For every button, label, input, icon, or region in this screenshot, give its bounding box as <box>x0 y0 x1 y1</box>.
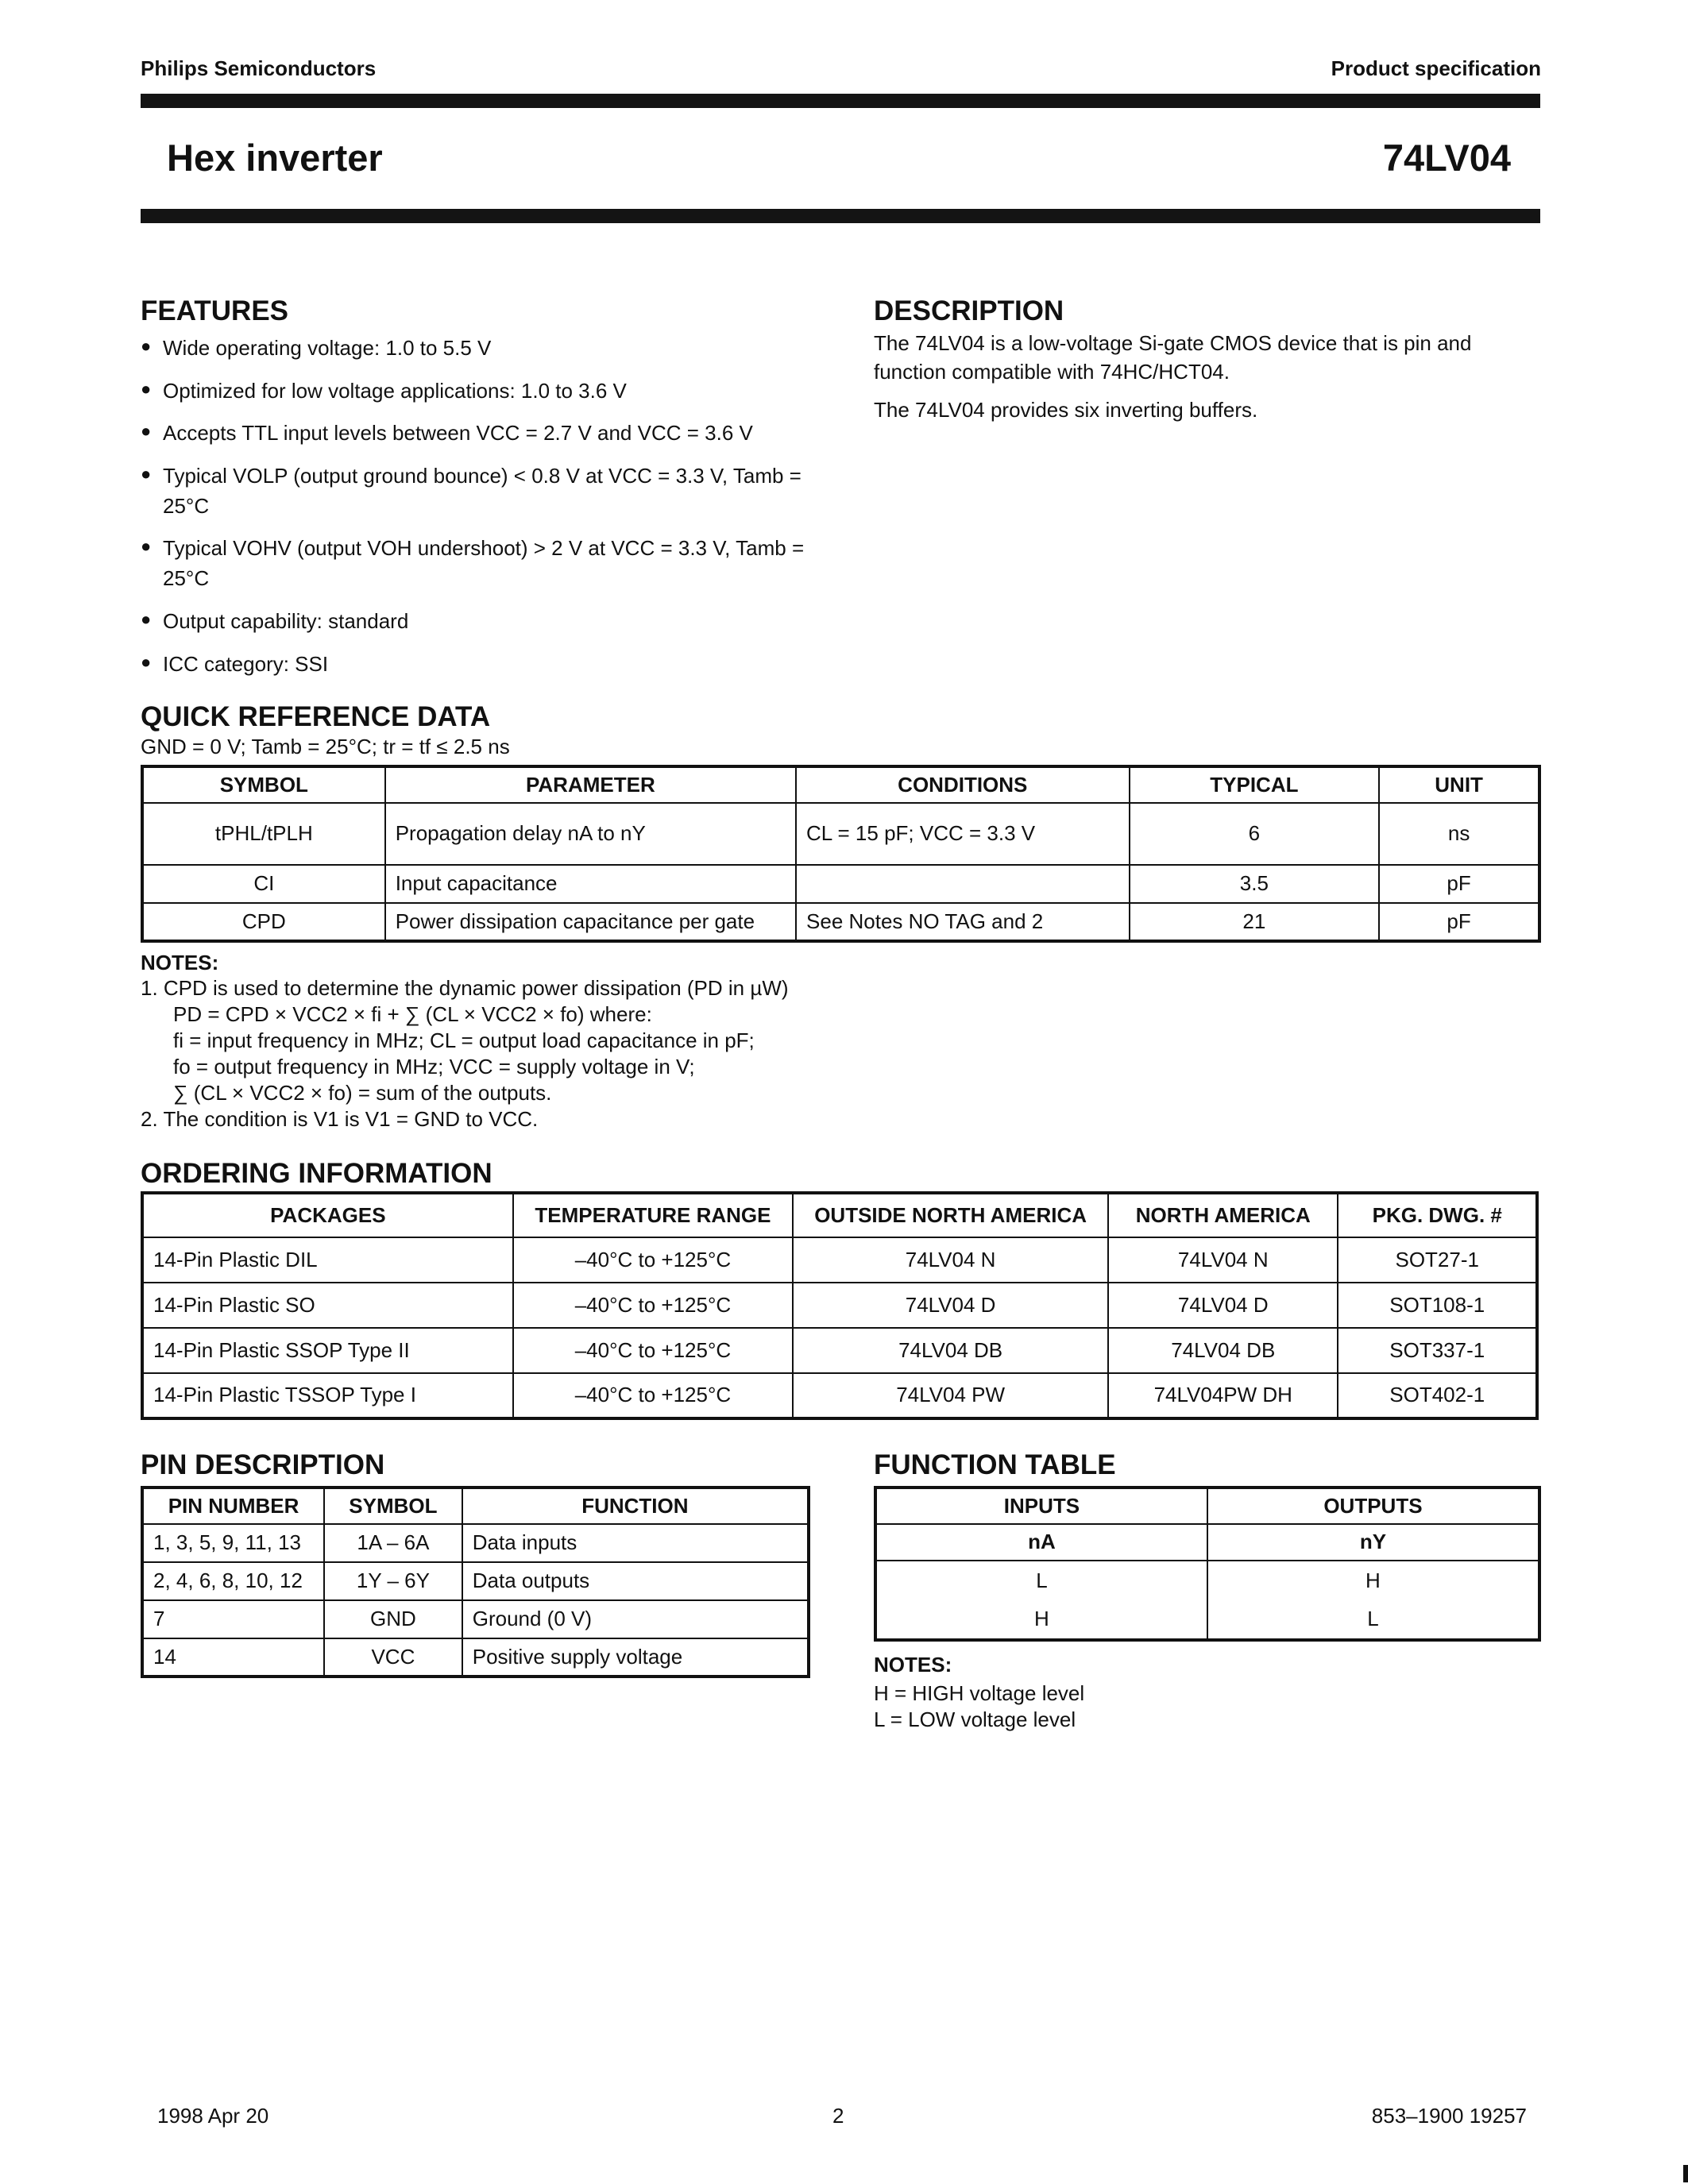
function-cell: Positive supply voltage <box>462 1638 809 1677</box>
symbol-cell: GND <box>324 1600 462 1638</box>
pin-number-cell: 1, 3, 5, 9, 11, 13 <box>142 1524 324 1562</box>
package-cell: 14-Pin Plastic SSOP Type II <box>142 1328 513 1373</box>
pin-description-table <box>141 1486 810 1678</box>
temperature-cell: –40°C to +125°C <box>513 1237 793 1283</box>
feature-item: ● Optimized for low voltage applications: 1.0 to 3.6 V <box>141 376 840 407</box>
column-header: FUNCTION <box>462 1488 809 1524</box>
table-row <box>142 1328 1537 1373</box>
quick-reference-notes-title: NOTES: <box>141 951 219 974</box>
package-cell: 14-Pin Plastic TSSOP Type I <box>142 1373 513 1418</box>
page-number: 2 <box>832 2104 844 2128</box>
outside-na-cell: 74LV04 D <box>793 1283 1108 1328</box>
symbol-cell: 1A – 6A <box>324 1524 462 1562</box>
pin-number-cell: 2, 4, 6, 8, 10, 12 <box>142 1562 324 1600</box>
quick-reference-heading: QUICK REFERENCE DATA <box>141 701 491 732</box>
feature-item: ● Typical VOHV (output VOH undershoot) > 2 V at VCC = 3.3 V, Tamb = 25°C <box>141 534 840 593</box>
function-table <box>874 1486 1541 1642</box>
temperature-cell: –40°C to +125°C <box>513 1373 793 1418</box>
crop-mark <box>1683 2165 1688 2182</box>
description-para-2: The 74LV04 provides six inverting buffers. <box>874 398 1258 422</box>
symbol-cell: tPHL/tPLH <box>142 803 385 865</box>
column-header: PKG. DWG. # <box>1338 1193 1537 1237</box>
ordering-table <box>141 1191 1539 1420</box>
outside-na-cell: 74LV04 DB <box>793 1328 1108 1373</box>
table-row <box>142 1638 809 1677</box>
function-notes-title: NOTES: <box>874 1653 952 1677</box>
ordering-heading: ORDERING INFORMATION <box>141 1158 492 1189</box>
typical-cell: 3.5 <box>1130 865 1380 903</box>
inputs-header: INPUTS <box>875 1488 1207 1524</box>
table-row <box>142 1237 1537 1283</box>
note-line: PD = CPD × VCC2 × fi + ∑ (CL × VCC2 × fo) where: <box>173 1002 652 1026</box>
table-row <box>875 1561 1539 1600</box>
typical-cell: 21 <box>1130 903 1380 941</box>
conditions-cell: CL = 15 pF; VCC = 3.3 V <box>796 803 1130 865</box>
column-header: TYPICAL <box>1130 766 1380 803</box>
table-header-row <box>142 1193 1537 1237</box>
outputs-header: OUTPUTS <box>1207 1488 1539 1524</box>
column-header: CONDITIONS <box>796 766 1130 803</box>
table-header-row <box>875 1488 1539 1524</box>
part-number: 74LV04 <box>1382 137 1511 179</box>
table-row <box>875 1600 1539 1640</box>
symbol-cell: CI <box>142 865 385 903</box>
input-signal-header: nA <box>875 1524 1207 1561</box>
note-line: L = LOW voltage level <box>874 1707 1076 1731</box>
symbol-cell: CPD <box>142 903 385 941</box>
pkg-dwg-cell: SOT402-1 <box>1338 1373 1537 1418</box>
typical-cell: 6 <box>1130 803 1380 865</box>
north-america-cell: 74LV04 D <box>1108 1283 1338 1328</box>
conditions-cell: See Notes NO TAG and 2 <box>796 903 1130 941</box>
pkg-dwg-cell: SOT27-1 <box>1338 1237 1537 1283</box>
description-heading: DESCRIPTION <box>874 295 1064 326</box>
input-cell: H <box>875 1600 1207 1640</box>
function-cell: Ground (0 V) <box>462 1600 809 1638</box>
quick-reference-conditions: GND = 0 V; Tamb = 25°C; tr = tf ≤ 2.5 ns <box>141 735 510 758</box>
table-row <box>142 1562 809 1600</box>
parameter-cell: Power dissipation capacitance per gate <box>385 903 796 941</box>
document-type: Product specification <box>1331 56 1541 80</box>
conditions-cell <box>796 865 1130 903</box>
table-row <box>142 1524 809 1562</box>
column-header: PACKAGES <box>142 1193 513 1237</box>
company-name: Philips Semiconductors <box>141 56 377 80</box>
page-title: Hex inverter <box>167 137 383 179</box>
column-header: UNIT <box>1379 766 1539 803</box>
north-america-cell: 74LV04 DB <box>1108 1328 1338 1373</box>
unit-cell: ns <box>1379 803 1539 865</box>
column-header: TEMPERATURE RANGE <box>513 1193 793 1237</box>
unit-cell: pF <box>1379 865 1539 903</box>
column-header: SYMBOL <box>324 1488 462 1524</box>
function-table-heading: FUNCTION TABLE <box>874 1449 1116 1480</box>
feature-item: ● Accepts TTL input levels between VCC = 2.7 V and VCC = 3.6 V <box>141 419 840 449</box>
feature-item: ● ICC category: SSI <box>141 650 840 680</box>
pin-description-heading: PIN DESCRIPTION <box>141 1449 385 1480</box>
unit-cell: pF <box>1379 903 1539 941</box>
note-line: ∑ (CL × VCC2 × fo) = sum of the outputs. <box>173 1081 552 1105</box>
output-cell: L <box>1207 1600 1539 1640</box>
note-line: fi = input frequency in MHz; CL = output load capacitance in pF; <box>173 1028 755 1052</box>
quick-reference-table <box>141 765 1541 943</box>
note-line: H = HIGH voltage level <box>874 1681 1085 1705</box>
table-row <box>142 1600 809 1638</box>
package-cell: 14-Pin Plastic DIL <box>142 1237 513 1283</box>
temperature-cell: –40°C to +125°C <box>513 1283 793 1328</box>
outside-na-cell: 74LV04 N <box>793 1237 1108 1283</box>
table-header-row <box>142 1488 809 1524</box>
table-row <box>142 803 1539 865</box>
note-line: fo = output frequency in MHz; VCC = supply voltage in V; <box>173 1055 695 1078</box>
header-rule-top <box>141 94 1540 108</box>
header-rule-bottom <box>141 209 1540 223</box>
symbol-cell: VCC <box>324 1638 462 1677</box>
table-subheader-row <box>875 1524 1539 1561</box>
parameter-cell: Propagation delay nA to nY <box>385 803 796 865</box>
parameter-cell: Input capacitance <box>385 865 796 903</box>
pin-number-cell: 7 <box>142 1600 324 1638</box>
output-signal-header: nY <box>1207 1524 1539 1561</box>
column-header: SYMBOL <box>142 766 385 803</box>
description-para-1: The 74LV04 is a low-voltage Si-gate CMOS device that is pin and function compatible with 74HC/HCT04. <box>874 331 1472 384</box>
outside-na-cell: 74LV04 PW <box>793 1373 1108 1418</box>
temperature-cell: –40°C to +125°C <box>513 1328 793 1373</box>
footer-date: 1998 Apr 20 <box>157 2104 269 2128</box>
feature-item: ● Wide operating voltage: 1.0 to 5.5 V <box>141 334 840 364</box>
input-cell: L <box>875 1561 1207 1600</box>
table-header-row <box>142 766 1539 803</box>
symbol-cell: 1Y – 6Y <box>324 1562 462 1600</box>
table-row <box>142 1283 1537 1328</box>
footer-code: 853–1900 19257 <box>1371 2104 1527 2128</box>
column-header: OUTSIDE NORTH AMERICA <box>793 1193 1108 1237</box>
features-heading: FEATURES <box>141 295 289 326</box>
pin-number-cell: 14 <box>142 1638 324 1677</box>
feature-item: ● Typical VOLP (output ground bounce) < 0.8 V at VCC = 3.3 V, Tamb = 25°C <box>141 461 840 521</box>
pkg-dwg-cell: SOT108-1 <box>1338 1283 1537 1328</box>
pkg-dwg-cell: SOT337-1 <box>1338 1328 1537 1373</box>
column-header: NORTH AMERICA <box>1108 1193 1338 1237</box>
function-cell: Data inputs <box>462 1524 809 1562</box>
column-header: PIN NUMBER <box>142 1488 324 1524</box>
table-row <box>142 903 1539 941</box>
note-line: 2. The condition is V1 is V1 = GND to VCC. <box>141 1107 539 1131</box>
north-america-cell: 74LV04 N <box>1108 1237 1338 1283</box>
output-cell: H <box>1207 1561 1539 1600</box>
table-row <box>142 865 1539 903</box>
package-cell: 14-Pin Plastic SO <box>142 1283 513 1328</box>
column-header: PARAMETER <box>385 766 796 803</box>
feature-item: ● Output capability: standard <box>141 607 840 637</box>
function-cell: Data outputs <box>462 1562 809 1600</box>
north-america-cell: 74LV04PW DH <box>1108 1373 1338 1418</box>
features-list <box>141 334 840 692</box>
note-line: 1. CPD is used to determine the dynamic power dissipation (PD in µW) <box>141 976 789 1000</box>
table-row <box>142 1373 1537 1418</box>
